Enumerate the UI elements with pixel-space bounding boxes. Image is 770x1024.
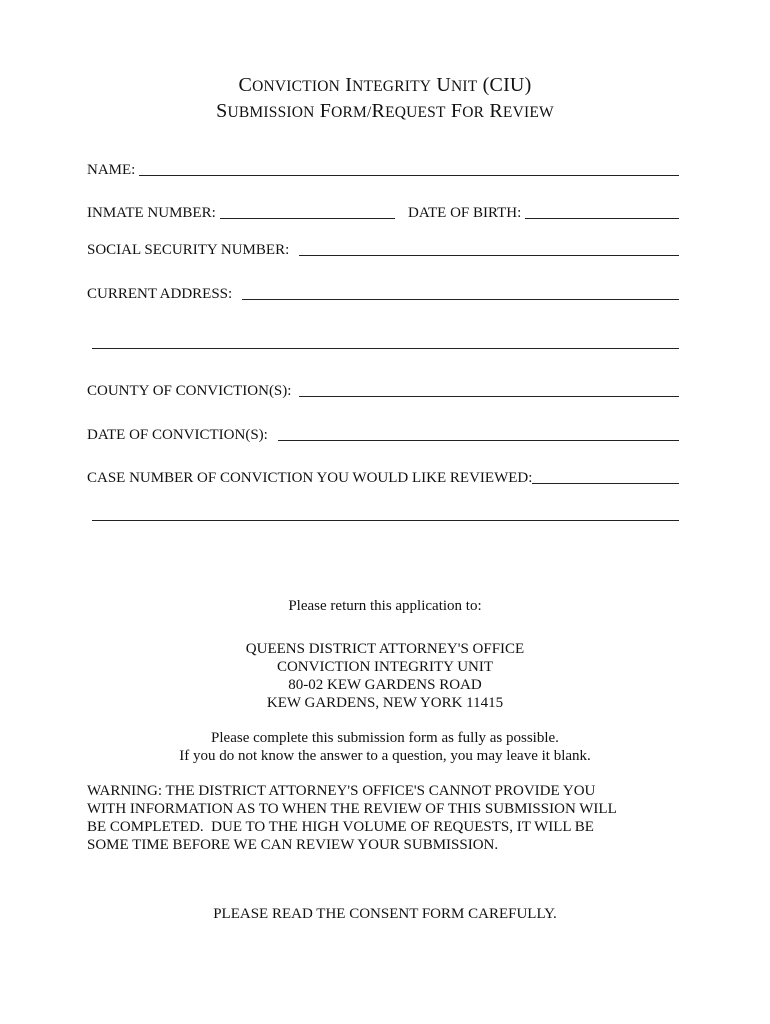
date-of-birth-field: [408, 203, 679, 222]
date-of-conviction-field: [87, 425, 679, 444]
case-number-continuation-blank[interactable]: [92, 520, 679, 521]
date-of-birth-label: DATE OF BIRTH:: [408, 205, 522, 221]
name-blank[interactable]: [139, 160, 679, 176]
instructions-line1: Please complete this submission form as fully as possible.: [211, 730, 559, 746]
inmate-number-blank[interactable]: [220, 203, 395, 219]
ssn-blank[interactable]: [299, 240, 679, 256]
date-of-conviction-label: DATE OF CONVICTION(S):: [87, 427, 268, 443]
case-number-field: [87, 468, 679, 487]
city-state-zip: KEW GARDENS, NEW YORK 11415: [266, 695, 504, 711]
unit-name: CONVICTION INTEGRITY UNIT: [276, 659, 494, 675]
warning-paragraph: [87, 782, 687, 854]
date-of-birth-blank[interactable]: [525, 203, 679, 219]
return-address: [0, 640, 770, 712]
case-number-label: CASE NUMBER OF CONVICTION YOU WOULD LIKE REVIEWED:: [87, 470, 533, 486]
name-label: NAME:: [87, 162, 136, 178]
current-address-blank[interactable]: [242, 284, 679, 300]
current-address-label: CURRENT ADDRESS:: [87, 286, 233, 302]
address-continuation-blank[interactable]: [92, 348, 679, 349]
inmate-number-field: [87, 203, 395, 222]
name-field: [87, 160, 679, 179]
warning-line4: SOME TIME BEFORE WE CAN REVIEW YOUR SUBMISSION.: [87, 837, 499, 853]
county-blank[interactable]: [299, 381, 679, 397]
warning-line2: WITH INFORMATION AS TO WHEN THE REVIEW OF THIS SUBMISSION WILL: [87, 801, 617, 817]
case-number-blank[interactable]: [532, 468, 679, 484]
ssn-label: SOCIAL SECURITY NUMBER:: [87, 242, 290, 258]
date-of-conviction-blank[interactable]: [278, 425, 679, 441]
instructions-line2: If you do not know the answer to a question, you may leave it blank.: [179, 748, 591, 764]
street-address: 80-02 KEW GARDENS ROAD: [288, 677, 482, 693]
current-address-field: [87, 284, 679, 303]
county-label: COUNTY OF CONVICTION(S):: [87, 383, 292, 399]
office-name: QUEENS DISTRICT ATTORNEY'S OFFICE: [245, 641, 525, 657]
form-title-line1: CONVICTION INTEGRITY UNIT (CIU): [238, 74, 532, 96]
consent-notice: PLEASE READ THE CONSENT FORM CAREFULLY.: [213, 906, 557, 922]
county-field: [87, 381, 679, 400]
warning-line3: BE COMPLETED. DUE TO THE HIGH VOLUME OF REQUESTS, IT WILL BE: [87, 819, 594, 835]
inmate-number-label: INMATE NUMBER:: [87, 205, 216, 221]
return-intro: Please return this application to:: [288, 598, 482, 614]
instructions: [0, 729, 770, 765]
ssn-field: [87, 240, 679, 259]
warning-line1: WARNING: THE DISTRICT ATTORNEY'S OFFICE'S CANNOT PROVIDE YOU: [87, 783, 596, 799]
form-title-line2: SUBMISSION FORM/REQUEST FOR REVIEW: [216, 100, 554, 122]
